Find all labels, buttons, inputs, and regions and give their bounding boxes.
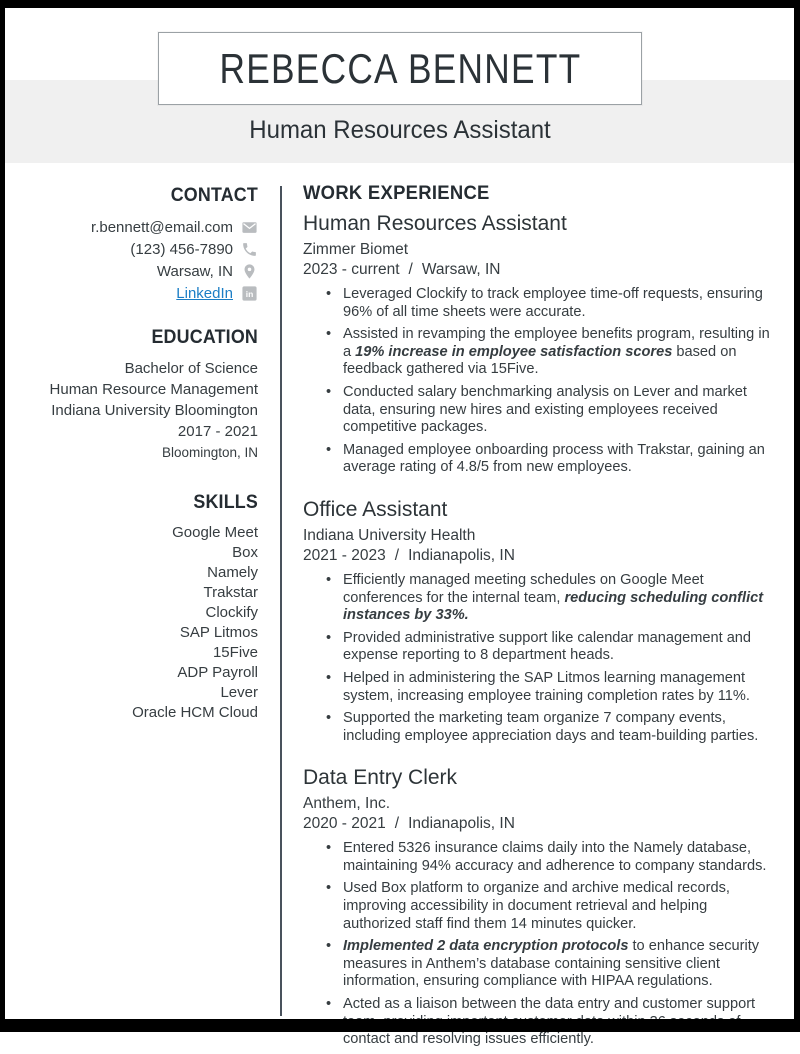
education-line: Human Resource Management xyxy=(49,381,258,398)
skills-heading: SKILLS xyxy=(193,492,258,513)
job-company: Zimmer Biomet xyxy=(303,241,409,258)
bullet-item xyxy=(303,840,775,875)
bullet-emphasis-text: reducing scheduling conflict instances by 33%. xyxy=(343,589,764,624)
job-subtitle: Human Resources Assistant xyxy=(249,116,551,144)
bullet-item xyxy=(303,880,775,933)
skill-item: SAP Litmos xyxy=(179,624,258,641)
contact-text: (123) 456-7890 xyxy=(130,240,233,258)
skill-item: Clockify xyxy=(205,604,258,621)
svg-text:in: in xyxy=(245,288,254,299)
bullet-emphasis-text: 19% increase in employee satisfaction scores xyxy=(355,343,673,360)
job-entry xyxy=(303,498,775,745)
contact-text: r.bennett@email.com xyxy=(91,218,233,236)
bullet-text: Supported the marketing team organize 7 company events, including employee appreciation days and team-building parties. xyxy=(343,710,759,744)
work-experience-heading: WORK EXPERIENCE xyxy=(303,183,490,204)
date-separator: / xyxy=(394,815,400,833)
job-dates: 2021 - 2023 xyxy=(303,546,386,564)
name-box xyxy=(158,32,642,105)
education-line: Indiana University Bloomington xyxy=(51,402,258,419)
bullet-text: Assisted in revamping the employee benefits program, resulting in a xyxy=(343,326,770,360)
bullet-item xyxy=(303,572,775,625)
bullet-text: Conducted salary benchmarking analysis on Lever and market data, ensuring new hires and existing employees received competitive packages. xyxy=(343,383,747,436)
job-dates: 2020 - 2021 xyxy=(303,815,386,833)
skill-item: ADP Payroll xyxy=(177,664,258,681)
bullet-item xyxy=(303,326,775,379)
column-divider xyxy=(280,186,282,1016)
job-dates-line xyxy=(303,814,775,834)
bullet-item xyxy=(303,384,775,437)
skills-section xyxy=(20,492,258,723)
skills-list xyxy=(20,523,258,723)
bullet-item xyxy=(303,996,775,1049)
contact-section xyxy=(20,185,258,304)
job-title: Data Entry Clerk xyxy=(303,766,458,790)
skill-item: Namely xyxy=(207,564,258,581)
contact-item xyxy=(20,216,258,238)
contact-item xyxy=(20,282,258,304)
job-location: Indianapolis, IN xyxy=(408,815,515,833)
date-separator: / xyxy=(394,546,400,564)
job-title: Human Resources Assistant xyxy=(303,212,567,235)
job-company: Indiana University Health xyxy=(303,526,476,544)
job-location: Warsaw, IN xyxy=(421,261,501,278)
education-line: Bachelor of Science xyxy=(124,360,258,377)
contact-item xyxy=(20,238,258,260)
education-section xyxy=(20,327,258,463)
bullet-text: Entered 5326 insurance claims daily into the Namely database, maintaining 94% accuracy and adherence to company standards. xyxy=(343,840,767,874)
education-heading: EDUCATION xyxy=(151,327,258,348)
job-title: Office Assistant xyxy=(303,497,448,521)
skill-item: Lever xyxy=(220,684,258,701)
job-bullets xyxy=(303,840,775,1049)
contact-items xyxy=(20,216,258,304)
jobs-container xyxy=(303,212,775,1049)
date-separator: / xyxy=(408,261,413,278)
skill-item: 15Five xyxy=(212,644,258,661)
bullet-text: Acted as a liaison between the data entry and customer support team, providing important customer data within 36 seconds of contact and resolving issues efficiently. xyxy=(343,996,756,1048)
job-company: Anthem, Inc. xyxy=(303,795,391,813)
job-dates-line xyxy=(303,546,775,566)
bullet-text: Provided administrative support like calendar management and expense reporting to 8 department heads. xyxy=(343,629,752,664)
contact-heading: CONTACT xyxy=(170,185,258,206)
bullet-text: Managed employee onboarding process with Trakstar, gaining an average rating of 4.8/5 from new employees. xyxy=(343,441,765,476)
phone-icon xyxy=(241,241,258,258)
bullet-emphasis-text: Implemented 2 data encryption protocols xyxy=(343,938,629,955)
job-entry xyxy=(303,212,775,477)
linkedin-icon xyxy=(241,285,258,302)
bullet-text: Efficiently managed meeting schedules on Google Meet conferences for the internal team, xyxy=(343,571,704,606)
bullet-item xyxy=(303,630,775,665)
skill-item: Oracle HCM Cloud xyxy=(132,704,258,721)
job-bullets xyxy=(303,286,775,477)
work-experience-section xyxy=(303,183,775,1054)
bullet-item xyxy=(303,938,775,991)
bullet-item xyxy=(303,670,775,705)
contact-text: Warsaw, IN xyxy=(156,262,233,280)
linkedin-link[interactable]: LinkedIn xyxy=(176,284,233,302)
skill-item: Trakstar xyxy=(203,584,258,601)
education-line: 2017 - 2021 xyxy=(177,423,258,440)
skill-item: Google Meet xyxy=(172,524,258,541)
bullet-item xyxy=(303,442,775,477)
bullet-text: to enhance security measures in Anthem’s database containing sensitive client information, ensuring compliance with HIPAA regulations. xyxy=(343,938,760,990)
job-location: Indianapolis, IN xyxy=(408,546,515,564)
contact-item xyxy=(20,260,258,282)
job-dates-line xyxy=(303,260,775,280)
page-title: REBECCA BENNETT xyxy=(219,44,581,92)
bullet-item xyxy=(303,286,775,321)
bullet-text: based on feedback gathered via 15Five. xyxy=(343,343,737,378)
bullet-item xyxy=(303,710,775,745)
education-lines xyxy=(20,358,258,463)
bullet-text: Leveraged Clockify to track employee time-off requests, ensuring 96% of all time sheets were accurate. xyxy=(343,286,763,320)
education-line: Bloomington, IN xyxy=(161,445,258,460)
envelope-icon xyxy=(241,219,258,236)
job-dates: 2023 - current xyxy=(303,261,400,278)
job-entry xyxy=(303,766,775,1049)
job-bullets xyxy=(303,572,775,745)
bullet-text: Used Box platform to organize and archive medical records, improving accessibility in document retrieval and helping authorized staff find them 14 minutes quicker. xyxy=(343,880,730,932)
location-pin-icon xyxy=(241,263,258,280)
skill-item: Box xyxy=(232,544,258,561)
bullet-text: Helped in administering the SAP Litmos learning management system, increasing employee training completion rates by 11%. xyxy=(343,669,750,704)
